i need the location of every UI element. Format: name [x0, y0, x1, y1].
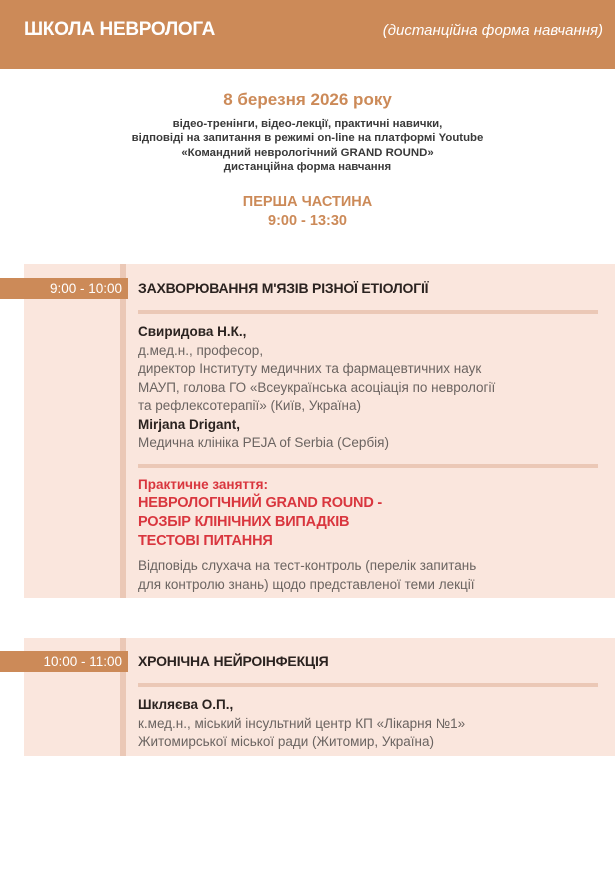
session-topic: ЗАХВОРЮВАННЯ М'ЯЗІВ РІЗНОЇ ЕТІОЛОГІЇ	[138, 280, 429, 296]
intro-section	[0, 88, 615, 231]
event-date: 8 березня 2026 року	[223, 90, 392, 109]
practical-title: ТЕСТОВІ ПИТАННЯ	[138, 532, 273, 549]
session-block	[24, 638, 615, 756]
practical-desc-line: Відповідь слухача на тест-контроль (перелік запитань	[138, 557, 477, 573]
speaker-info: Житомирської міської ради (Житомир, Україна)	[138, 734, 435, 749]
session-block	[24, 264, 615, 598]
session-time: 10:00 - 11:00	[0, 651, 128, 672]
practical-label: Практичне заняття:	[138, 476, 269, 492]
header-banner	[0, 0, 615, 69]
speaker-info: Медична клініка PEJA of Serbia (Сербія)	[138, 435, 389, 450]
session-topic: ХРОНІЧНА НЕЙРОІНФЕКЦІЯ	[138, 653, 329, 669]
practical-title: РОЗБІР КЛІНІЧНИХ ВИПАДКІВ	[138, 513, 350, 530]
session-content	[138, 651, 615, 752]
session-divider	[138, 683, 598, 687]
page-subtitle: (дистанційна форма навчання)	[382, 22, 603, 39]
part-time: 9:00 - 13:30	[268, 212, 347, 229]
description-line: «Командний неврологічний GRAND ROUND»	[181, 146, 434, 159]
speaker-name: Шкляєва О.П.,	[138, 697, 234, 712]
session-content	[138, 278, 615, 595]
speaker	[138, 416, 615, 453]
speaker	[138, 323, 615, 416]
practical-description	[138, 556, 615, 595]
speaker-info: директор Інституту медичних та фармацевтичних наук	[138, 361, 482, 376]
speaker-info: МАУП, голова ГО «Всеукраїнська асоціація по неврології	[138, 379, 496, 395]
description-line: відео-тренінги, відео-лекції, практичні навички,	[172, 118, 443, 130]
speaker-info: та рефлексотерапії» (Київ, Україна)	[138, 398, 361, 413]
session-divider	[138, 464, 598, 468]
speaker-info: д.мед.н., професор,	[138, 342, 264, 358]
session-time: 9:00 - 10:00	[0, 278, 128, 299]
event-description	[0, 117, 615, 175]
speaker-info: к.мед.н., міський інсультний центр КП «Лікарня №1»	[138, 715, 466, 731]
session-divider-vertical	[120, 264, 126, 598]
description-line: відповіді на запитання в режимі on-line на платформі Youtube	[131, 132, 484, 145]
practical-desc-line: для контролю знань) щодо представленої теми лекції	[138, 577, 475, 592]
page-title: ШКОЛА НЕВРОЛОГА	[24, 19, 216, 40]
practical-title: НЕВРОЛОГІЧНИЙ GRAND ROUND -	[138, 494, 383, 511]
session-divider	[138, 310, 598, 314]
description-line: дистанційна форма навчання	[223, 161, 392, 174]
speaker	[138, 696, 615, 752]
speaker-name: Свиридова Н.К.,	[138, 324, 247, 339]
speaker-name: Mirjana Drigant,	[138, 416, 241, 432]
practical-section	[138, 476, 615, 595]
part-heading	[0, 193, 615, 231]
part-title: ПЕРША ЧАСТИНА	[242, 193, 373, 210]
